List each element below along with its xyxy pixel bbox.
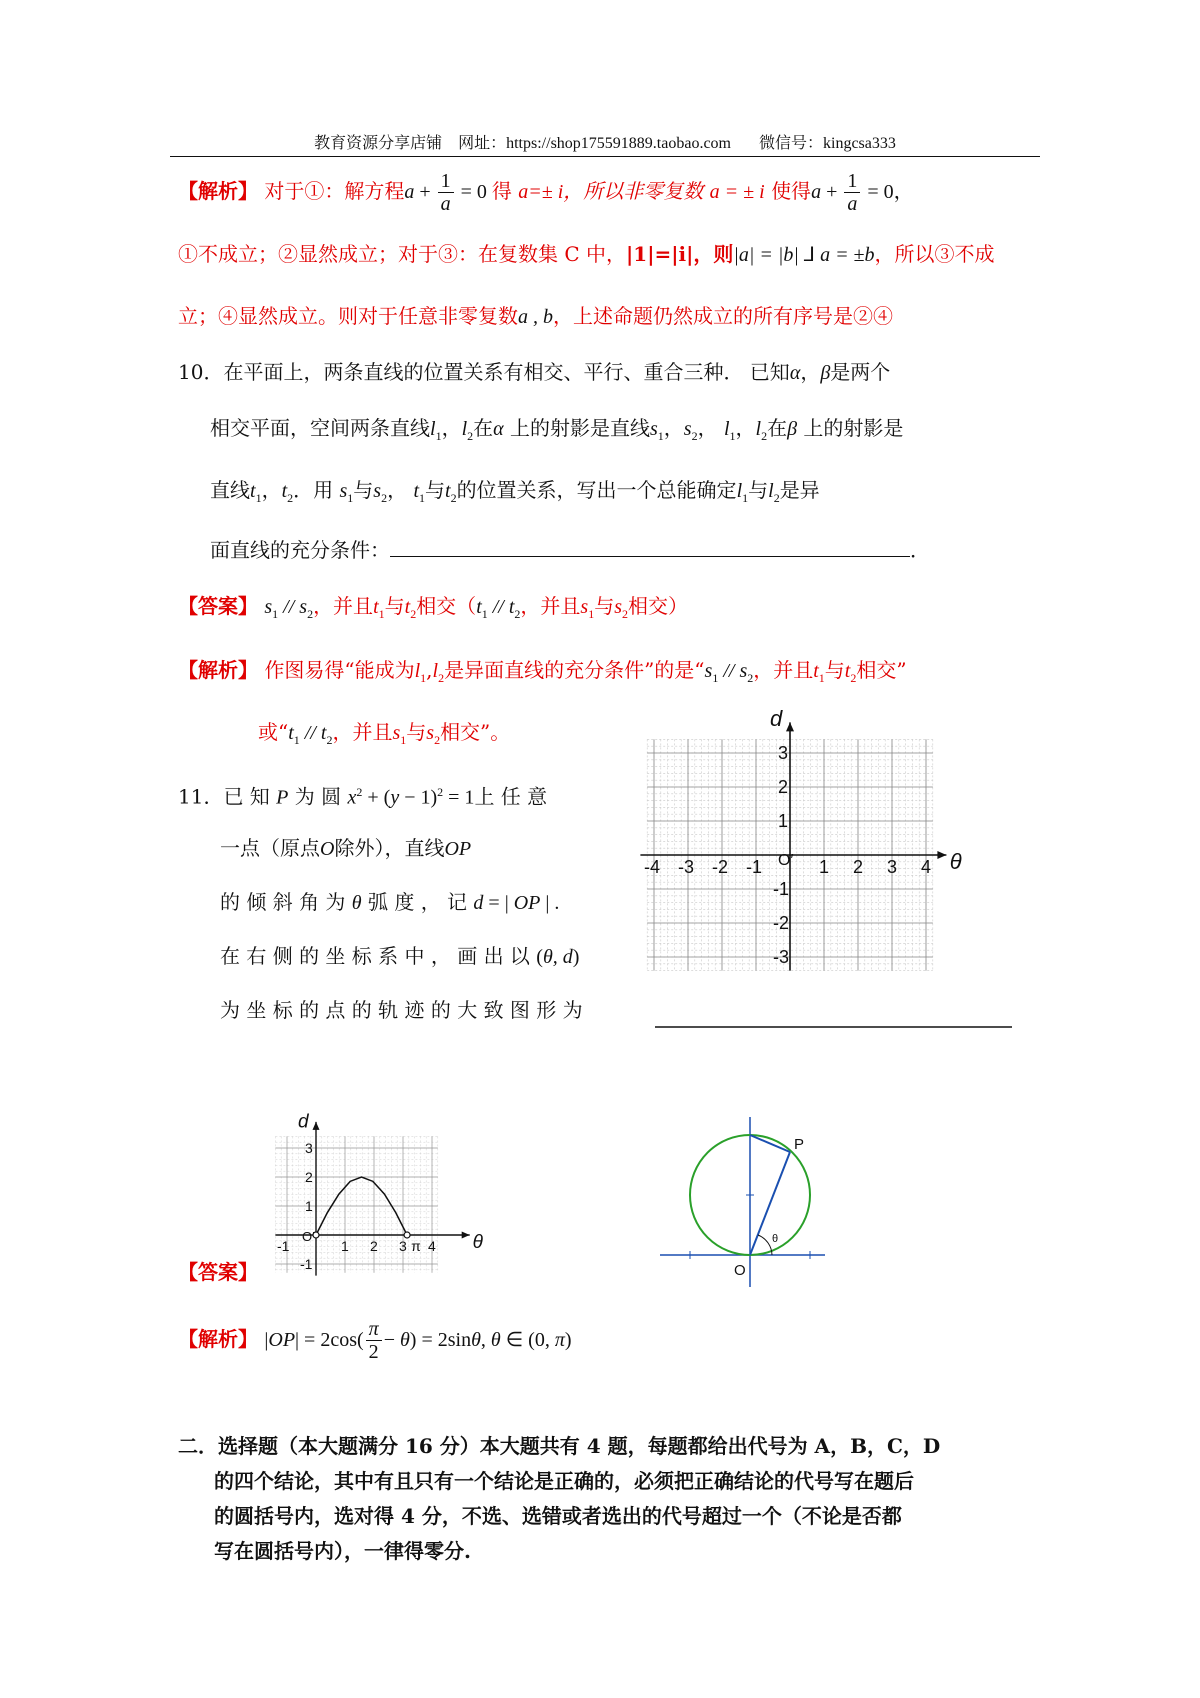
grid-coordinate-chart [644,705,1020,1040]
q10-analysis-text: 与 [406,720,427,744]
q10-text: 与 [353,478,374,502]
x-tick-label: 2 [853,857,864,877]
q10-text: 直线 [210,478,250,502]
x-axis-label: θ [949,849,962,874]
y-tick-label: 3 [305,1140,313,1156]
q10-analysis-text: 是异面直线的充分条件”的是“ [444,658,705,682]
q10-text: 在平面上，两条直线的位置关系有相交、平行、重合三种． 已知 [223,360,790,384]
x-tick-label: -2 [712,857,729,877]
q11-line4: 在 右 侧 的 坐 标 系 中 ， 画 出 以 (θ, d) [220,944,580,968]
q11-answer [178,1258,258,1286]
x-tick-label: 1 [341,1238,349,1254]
q10-text: 上的射影是直线 [509,416,650,440]
q10-answer-text: ，并且 [520,594,581,618]
q10-analysis-text: ，并且 [753,658,814,682]
x-tick-label: -4 [644,857,661,877]
q11-text: 为 圆 [294,784,342,809]
q10-analysis-text: 或“ [258,720,289,744]
q10-text: 面直线的充分条件： [210,538,390,562]
q10-text: 上的射影是 [803,416,904,440]
point-o-label: O [734,1262,746,1279]
q10-line1: 10．在平面上，两条直线的位置关系有相交、平行、重合三种． 已知α，β是两个 [178,360,891,384]
x-tick-label: π [411,1238,421,1254]
point-p-label: P [794,1136,805,1153]
q9-analysis-line2: ①不成立；②显然成立；对于③：在复数集 C 中，|1|=|i|，则|a| = |b| ⅃ a = ±b，所以③不成 [178,242,995,266]
q11-text: 一点（原点 [220,836,320,860]
q10-line3: 直线$t_1$，$t_2$．用 $s_1$与$s_2$， $t_1$与$t_2$的位置关系，写出一个总能确定$l_1$与$l_2$是异 [210,478,820,505]
q10-answer-text: ，并且 [313,594,374,618]
y-tick-label: -3 [773,947,790,967]
q10-text: ．用 [293,478,334,502]
x-tick-label: 2 [370,1238,378,1254]
y-tick-label: -1 [773,879,790,899]
q9-text: |1|=|i|，则 [626,242,734,266]
header-shop: 教育资源分享店铺 [314,135,443,152]
answer-blank[interactable] [390,536,910,557]
q11-line1: 11．已 知 P 为 圆 $x^2 + (y - 1)^2 = 1$上 任 意 [178,784,548,809]
q10-analysis-text: 相交”。 [440,720,511,744]
q10-text: 是异 [779,478,820,502]
section2-line3: 的圆括号内，选对得 4 分，不选、选错或者选出的代号超过一个（不论是否都 [214,1504,902,1528]
answer-tag: 【答案】 [178,594,258,618]
q9-text: ，所以③不成 [874,242,995,266]
q10-answer-text: 与 [384,594,405,618]
analysis-tag: 【解析】 [178,1327,258,1351]
q9-analysis-line1: 【解析】 对于①：解方程a + $\frac{1}{a}$ = 0 得 a=± i，所以非零复数 a = ± i 使得a + $\frac{1}{a}$ = 0， [178,170,914,215]
q11-text: 为 坐 标 的 点 的 轨 迹 的 大 致 图 形 为 [220,998,583,1022]
x-tick-label: 3 [887,857,898,877]
q10-analysis-line1: 【解析】 作图易得“能成为$l_1,l_2$是异面直线的充分条件”的是“$s_1 // s_2$，并且$t_1$与$t_2$相交” [178,658,907,685]
header-wechat: 微信号：kingcsa333 [759,135,896,152]
segment-op [750,1152,790,1255]
q10-answer-text: 相交（ [416,594,477,618]
q11-line5 [220,996,583,1024]
x-tick-label: 4 [428,1238,436,1254]
answer-tag: 【答案】 [178,1260,258,1284]
q10-analysis-line2: 或“$t_1 // t_2$，并且$s_1$与$s_2$相交”。 [258,720,511,747]
q9-text: 立；④显然成立。则对于任意非零复数 [178,304,518,328]
q9-text: ①不成立；②显然成立；对于③：在复数集 C 中， [178,242,627,266]
q9-text: a = ± i [709,181,765,203]
q11-text: 的 倾 斜 角 为 [220,890,346,914]
q10-line4 [210,536,930,564]
x-tick-label: -3 [678,857,695,877]
y-tick-label: 2 [305,1169,313,1185]
q9-text: 使得 [771,179,812,203]
q9-text: ，上述命题仍然成立的所有序号是②④ [553,304,893,328]
q11-analysis: 【解析】 |OP| = 2cos( $\frac{\pi}{2}$ − θ) = 2sinθ, θ ∈ (0, π) [178,1318,572,1363]
y-axis-label: d [770,705,783,731]
y-tick-label: -2 [773,913,790,933]
q11-line2: 一点（原点O除外），直线OP [220,836,472,860]
section2-line4: 写在圆括号内），一律得零分. [214,1539,471,1563]
circle-figure [660,1115,830,1290]
q11-text: 上 任 意 [474,784,548,809]
header-url: 网址：https://shop175591889.taobao.com [458,135,731,152]
analysis-tag: 【解析】 [178,179,258,203]
q9-analysis-line3: 立；④显然成立。则对于任意非零复数a , b，上述命题仍然成立的所有序号是②④ [178,304,893,328]
q10-text: 是两个 [830,360,891,384]
x-tick-label: 4 [921,857,932,877]
q10-text: 与 [425,478,445,502]
angle-label: θ [772,1233,779,1245]
origin-label: O′ [302,1229,315,1244]
y-tick-label: -1 [300,1256,313,1272]
x-tick-label: 3 [399,1238,407,1254]
q10-answer-text: 与 [594,594,615,618]
q9-text: a=± i，所以非零复数 [518,181,704,203]
q10-text: ． [910,538,930,562]
q10-analysis-text: ，并且 [332,720,393,744]
page-header [170,130,1040,153]
q9-text: 对于①：解方程 [264,179,405,203]
y-tick-label: 1 [305,1198,313,1214]
answer-curve-chart [268,1110,488,1270]
q10-text: 与 [748,478,769,502]
x-tick-label: -1 [746,857,763,877]
header-divider [170,156,1040,157]
origin-label: O′ [778,852,794,869]
analysis-tag: 【解析】 [178,658,258,682]
q10-answer-text: 相交） [628,594,689,618]
q10-text: 在 [767,416,788,440]
q10-text: 相交平面，空间两条直线 [210,416,430,440]
y-tick-label: 3 [778,743,789,763]
y-axis-arrow [313,1122,320,1130]
q11-text: 弧 度 ， 记 [367,890,468,914]
q10-text: 的位置关系，写出一个总能确定 [456,478,737,502]
y-axis-label: d [298,1111,309,1133]
section2-line2: 的四个结论，其中有且只有一个结论是正确的，必须把正确结论的代号写在题后 [214,1469,914,1493]
q11-text: 除外），直线 [334,836,445,860]
q10-analysis-text: 与 [824,658,845,682]
y-tick-label: 2 [778,777,789,797]
q10-text: 在 [473,416,494,440]
q10-line2: 相交平面，空间两条直线$l_1$，$l_2$在α 上的射影是直线$s_1$，$s_2$， $l_1$，$l_2$在β 上的射影是 [210,416,904,443]
q10-answer: 【答案】 $s_1 // s_2$，并且$t_1$与$t_2$相交（$t_1 // t_2$，并且$s_1$与$s_2$相交） [178,594,689,621]
q11-number: 11． [178,784,224,809]
section2-line1: 二．选择题（本大题满分 16 分）本大题共有 4 题，每题都给出代号为 A，B，C，D [178,1434,941,1458]
y-tick-label: 1 [778,811,789,831]
x-axis-arrow [937,851,946,859]
x-axis-arrow [462,1232,470,1239]
y-axis-arrow [786,722,794,731]
q10-analysis-text: 相交” [856,658,907,682]
x-tick-label: 1 [819,857,830,877]
x-tick-label: -1 [277,1238,290,1254]
x-axis-label: θ [472,1232,483,1253]
q11-text: 在 右 侧 的 坐 标 系 中 ， 画 出 以 [220,944,530,968]
q11-text: 已 知 [223,784,270,809]
q10-analysis-text: 作图易得“能成为 [264,658,415,682]
q10-number: 10． [178,360,224,384]
q9-text: 得 [491,179,512,203]
q11-line3: 的 倾 斜 角 为 θ 弧 度 ， 记 d = | OP | . [220,890,560,914]
